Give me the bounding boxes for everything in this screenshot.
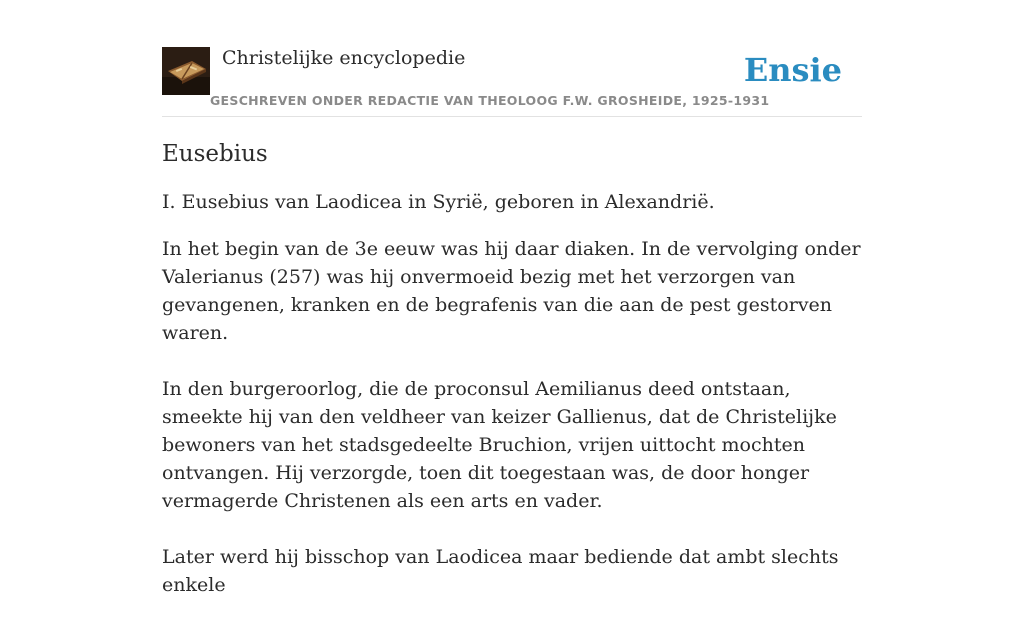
site-title[interactable]: Christelijke encyclopedie bbox=[222, 47, 466, 69]
encyclopedia-avatar-icon[interactable] bbox=[162, 47, 210, 95]
site-subtitle: GESCHREVEN ONDER REDACTIE VAN THEOLOOG F.W. GROSHEIDE, 1925-1931 bbox=[210, 93, 770, 108]
site-header bbox=[162, 46, 862, 117]
article-paragraph: In den burgeroorlog, die de proconsul Aemilianus deed ontstaan, smeekte hij van den veldheer van keizer Gallienus, dat de Christelijke bewoners van het stadsgedeelte Bruchion, vrijen uittocht mochten ontvangen. Hij verzorgde, toen dit toegestaan was, de door honger vermagerde Christenen als een arts en vader. bbox=[162, 378, 837, 512]
article-lead: I. Eusebius van Laodicea in Syrië, geboren in Alexandrië. bbox=[162, 191, 715, 213]
ensie-brand-logo[interactable]: Ensie bbox=[743, 51, 842, 89]
article bbox=[162, 138, 862, 627]
article-paragraph: Later werd hij bisschop van Laodicea maar bediende dat ambt slechts enkele bbox=[162, 546, 839, 596]
article-paragraph: In het begin van de 3e eeuw was hij daar diaken. In de vervolging onder Valerianus (257) was hij onvermoeid bezig met het verzorgen van gevangenen, kranken en de begrafenis van die aan de pest gestorven waren. bbox=[162, 238, 861, 344]
article-title: Eusebius bbox=[162, 141, 268, 167]
